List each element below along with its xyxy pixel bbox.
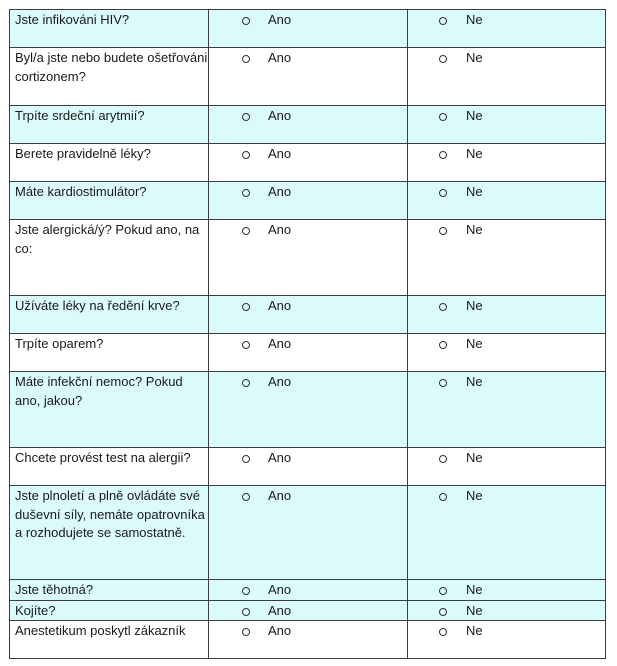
yes-label: Ano [268, 222, 292, 237]
no-radio[interactable] [439, 55, 447, 63]
yes-radio[interactable] [242, 17, 250, 25]
question-text: Jste infikováni HIV? [10, 10, 209, 48]
no-option[interactable] [408, 602, 605, 621]
yes-option[interactable] [209, 107, 407, 126]
question-text: Berete pravidelně léky? [10, 144, 209, 182]
answer-no-cell [408, 10, 606, 48]
answer-yes-cell [209, 48, 408, 106]
question-text: Chcete provést test na alergii? [10, 448, 209, 486]
no-radio[interactable] [439, 227, 447, 235]
no-radio[interactable] [439, 17, 447, 25]
no-option[interactable] [408, 335, 605, 354]
answer-yes-cell [209, 296, 408, 334]
answer-no-cell [408, 600, 606, 621]
yes-option[interactable] [209, 11, 407, 30]
question-text: Trpíte oparem? [10, 334, 209, 372]
yes-label: Ano [268, 602, 292, 618]
answer-no-cell [408, 182, 606, 220]
no-radio[interactable] [439, 151, 447, 159]
yes-radio[interactable] [242, 379, 250, 387]
question-row [10, 621, 606, 659]
answer-no-cell [408, 621, 606, 659]
question-text: Jste alergická/ý? Pokud ano, na co: [10, 220, 209, 296]
no-radio[interactable] [439, 113, 447, 121]
yes-option[interactable] [209, 602, 407, 621]
yes-radio[interactable] [242, 608, 250, 616]
answer-no-cell [408, 220, 606, 296]
answer-yes-cell [209, 182, 408, 220]
answer-yes-cell [209, 106, 408, 144]
yes-label: Ano [268, 336, 292, 351]
question-text: Kojíte? [10, 600, 209, 621]
no-option[interactable] [408, 487, 605, 506]
question-row [10, 296, 606, 334]
answer-yes-cell [209, 621, 408, 659]
no-label: Ne [466, 12, 483, 27]
no-option[interactable] [408, 221, 605, 240]
question-row [10, 334, 606, 372]
answer-yes-cell [209, 10, 408, 48]
no-label: Ne [466, 623, 483, 638]
yes-radio[interactable] [242, 227, 250, 235]
answer-yes-cell [209, 144, 408, 182]
yes-radio[interactable] [242, 455, 250, 463]
no-label: Ne [466, 336, 483, 351]
no-option[interactable] [408, 145, 605, 164]
no-radio[interactable] [439, 341, 447, 349]
no-label: Ne [466, 184, 483, 199]
no-label: Ne [466, 108, 483, 123]
answer-no-cell [408, 106, 606, 144]
no-option[interactable] [408, 373, 605, 392]
answer-yes-cell [209, 220, 408, 296]
yes-radio[interactable] [242, 151, 250, 159]
question-row [10, 486, 606, 580]
yes-label: Ano [268, 108, 292, 123]
question-text: Máte infekční nemoc? Pokud ano, jakou? [10, 372, 209, 448]
question-row [10, 448, 606, 486]
no-label: Ne [466, 582, 483, 597]
no-radio[interactable] [439, 303, 447, 311]
no-label: Ne [466, 222, 483, 237]
no-option[interactable] [408, 449, 605, 468]
yes-radio[interactable] [242, 628, 250, 636]
no-option[interactable] [408, 297, 605, 316]
yes-radio[interactable] [242, 303, 250, 311]
no-radio[interactable] [439, 587, 447, 595]
yes-label: Ano [268, 488, 292, 503]
question-text: Užíváte léky na ředění krve? [10, 296, 209, 334]
answer-yes-cell [209, 334, 408, 372]
question-text: Anestetikum poskytl zákazník [10, 621, 209, 659]
question-row [10, 144, 606, 182]
yes-option[interactable] [209, 145, 407, 164]
yes-label: Ano [268, 450, 292, 465]
no-radio[interactable] [439, 608, 447, 616]
question-text: Jste těhotná? [10, 580, 209, 601]
no-option[interactable] [408, 49, 605, 68]
no-radio[interactable] [439, 455, 447, 463]
question-text: Byl/a jste nebo budete ošetřováni cortizonem? [10, 48, 209, 106]
yes-label: Ano [268, 12, 292, 27]
health-questionnaire-table [9, 9, 606, 659]
no-label: Ne [466, 298, 483, 313]
question-text: Máte kardiostimulátor? [10, 182, 209, 220]
no-option[interactable] [408, 11, 605, 30]
yes-option[interactable] [209, 183, 407, 202]
yes-option[interactable] [209, 335, 407, 354]
question-row [10, 600, 606, 621]
question-row [10, 182, 606, 220]
answer-no-cell [408, 48, 606, 106]
answer-no-cell [408, 448, 606, 486]
no-radio[interactable] [439, 493, 447, 501]
answer-yes-cell [209, 372, 408, 448]
yes-option[interactable] [209, 49, 407, 68]
no-label: Ne [466, 602, 483, 618]
answer-no-cell [408, 580, 606, 601]
yes-label: Ano [268, 146, 292, 161]
answer-yes-cell [209, 580, 408, 601]
question-row [10, 10, 606, 48]
yes-label: Ano [268, 374, 292, 389]
yes-option[interactable] [209, 487, 407, 506]
answer-yes-cell [209, 600, 408, 621]
answer-no-cell [408, 372, 606, 448]
no-label: Ne [466, 50, 483, 65]
yes-radio[interactable] [242, 189, 250, 197]
yes-radio[interactable] [242, 587, 250, 595]
yes-option[interactable] [209, 449, 407, 468]
yes-label: Ano [268, 50, 292, 65]
question-row [10, 106, 606, 144]
question-text: Jste plnoletí a plně ovládáte své duševní síly, nemáte opatrovníka a rozhodujete se samostatně. [10, 486, 209, 580]
answer-no-cell [408, 334, 606, 372]
answer-yes-cell [209, 486, 408, 580]
question-text: Trpíte srdeční arytmií? [10, 106, 209, 144]
yes-option[interactable] [209, 373, 407, 392]
yes-label: Ano [268, 623, 292, 638]
no-radio[interactable] [439, 628, 447, 636]
no-radio[interactable] [439, 379, 447, 387]
no-option[interactable] [408, 622, 605, 641]
answer-no-cell [408, 144, 606, 182]
no-label: Ne [466, 450, 483, 465]
question-row [10, 372, 606, 448]
yes-radio[interactable] [242, 493, 250, 501]
answer-no-cell [408, 296, 606, 334]
question-row [10, 220, 606, 296]
no-option[interactable] [408, 183, 605, 202]
yes-label: Ano [268, 298, 292, 313]
yes-radio[interactable] [242, 341, 250, 349]
no-label: Ne [466, 488, 483, 503]
yes-option[interactable] [209, 581, 407, 600]
question-row [10, 580, 606, 601]
yes-option[interactable] [209, 622, 407, 641]
yes-radio[interactable] [242, 113, 250, 121]
answer-no-cell [408, 486, 606, 580]
yes-label: Ano [268, 582, 292, 597]
yes-option[interactable] [209, 221, 407, 240]
no-label: Ne [466, 146, 483, 161]
no-option[interactable] [408, 581, 605, 600]
yes-option[interactable] [209, 297, 407, 316]
question-row [10, 48, 606, 106]
no-option[interactable] [408, 107, 605, 126]
yes-radio[interactable] [242, 55, 250, 63]
yes-label: Ano [268, 184, 292, 199]
no-radio[interactable] [439, 189, 447, 197]
no-label: Ne [466, 374, 483, 389]
answer-yes-cell [209, 448, 408, 486]
